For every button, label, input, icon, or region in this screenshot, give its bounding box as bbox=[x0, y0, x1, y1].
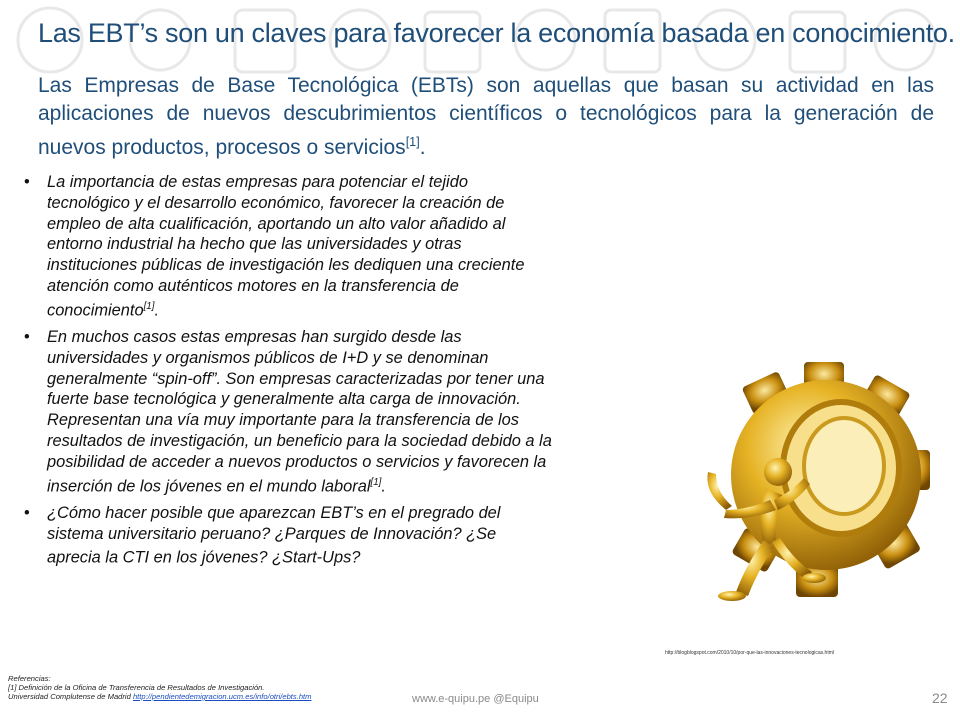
bullet-dot: • bbox=[24, 173, 30, 191]
bullet-end: . bbox=[154, 301, 160, 320]
intro-end: . bbox=[419, 136, 426, 159]
golden-figure-pushing-gear-icon bbox=[686, 360, 936, 610]
bullet-text: ¿Cómo hacer posible que aparezcan EBT’s en el pregrado del sistema universitario peruano? ¿Parques de Innovación? ¿Se aprecia la CTI en los jóvenes? ¿Start-Ups? bbox=[47, 503, 501, 567]
bullet-end: . bbox=[381, 477, 386, 496]
bullet-item bbox=[22, 327, 554, 497]
image-credit: http://blogblogspot.com/2010/10/por-que-las-innovaciones-tecnologicas.html bbox=[665, 650, 834, 656]
reference-line: [1] Definición de la Oficina de Transferencia de Resultados de Investigación. bbox=[8, 683, 265, 692]
bullet-text: La importancia de estas empresas para potenciar el tejido tecnológico y el desarrollo económico, favorecer la creación de empleo de alta cualificación, aportando un alto valor añadido al entorno industrial ha hecho que las universidades y otras instituciones públicas de investigación les dediquen una creciente atención como auténticos motores en la transferencia de conocimiento bbox=[47, 173, 525, 320]
bullet-reference: [1] bbox=[143, 300, 155, 312]
bullet-reference: [1] bbox=[370, 476, 382, 488]
bullet-dot: • bbox=[24, 503, 30, 522]
references-heading: Referencias: bbox=[8, 674, 51, 683]
slide-title: Las EBT’s son un claves para favorecer la economía basada en conocimiento. bbox=[38, 18, 955, 48]
bullet-item bbox=[22, 503, 554, 569]
bullet-list bbox=[22, 172, 554, 575]
reference-link[interactable]: http://pendientedemigracion.ucm.es/info/otri/ebts.htm bbox=[132, 692, 312, 701]
footer-text: www.e-quipu.pe @Equipu bbox=[412, 693, 539, 705]
reference-line bbox=[8, 692, 408, 701]
references bbox=[8, 674, 408, 701]
reference-source: Universidad Complutense de Madrid bbox=[8, 692, 133, 701]
bullet-text: En muchos casos estas empresas han surgido desde las universidades y organismos públicos de I+D y se denominan generalmente “spin-off”. Son empresas caracterizadas por tener una fuerte base tecnológica y generalmente alta carga de innovación. Representan una vía muy importante para la transferencia de los resultados de investigación, un beneficio para la sociedad debido a la posibilidad de acceder a nuevos productos o servicios y favorecen la inserción de los jóvenes en el mundo laboral bbox=[47, 328, 552, 496]
bullet-dot: • bbox=[24, 328, 30, 347]
page-number: 22 bbox=[932, 690, 948, 706]
intro-paragraph bbox=[38, 72, 934, 162]
intro-text: Las Empresas de Base Tecnológica (EBTs) son aquellas que basan su actividad en las aplicaciones de nuevos descubrimientos científicos o tecnológicos para la generación de nuevos productos, procesos o servicios bbox=[38, 74, 934, 159]
intro-reference: [1] bbox=[405, 135, 420, 149]
bullet-item bbox=[22, 172, 554, 321]
